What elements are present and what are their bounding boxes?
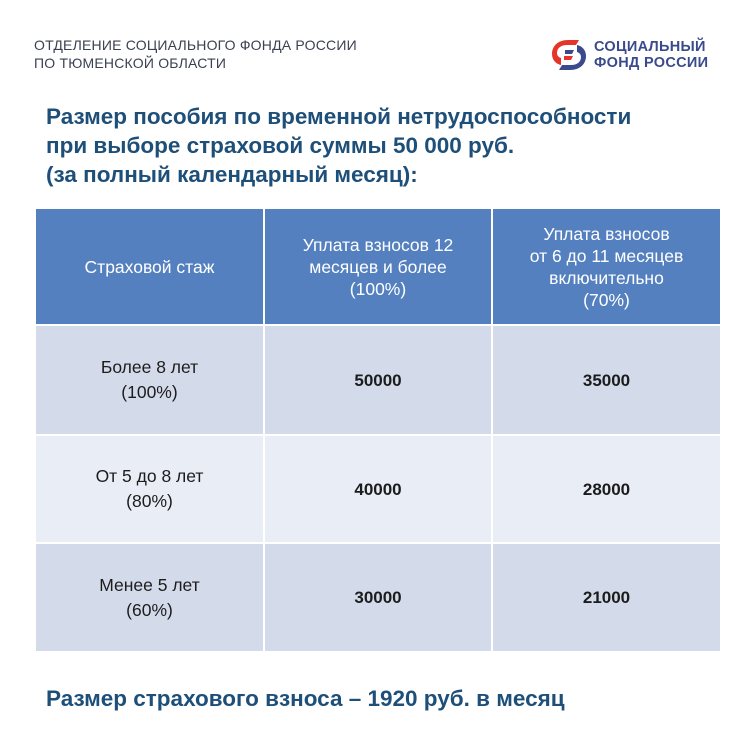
table-row [36, 435, 720, 543]
header-text: Уплата взносов [543, 223, 670, 244]
title-line3: (за полный календарный месяц): [46, 162, 418, 187]
organization-name-line1: ОТДЕЛЕНИЕ СОЦИАЛЬНОГО ФОНДА РОССИИ [34, 37, 357, 53]
header-insurance-experience [36, 209, 264, 325]
organization-name [34, 36, 357, 72]
header-text: включительно [549, 267, 664, 288]
row-label-percent: (100%) [121, 382, 178, 402]
sfr-logo [548, 36, 708, 74]
header-text: Страховой стаж [84, 256, 215, 277]
benefit-full-value: 40000 [264, 435, 492, 543]
logo-text-line2: ФОНД РОССИИ [594, 55, 709, 71]
benefit-partial-value: 35000 [492, 325, 720, 435]
row-label-text: Более 8 лет [100, 357, 199, 377]
header-text: (70%) [583, 289, 630, 310]
row-label [36, 435, 264, 543]
table-row [36, 325, 720, 435]
row-label [36, 325, 264, 435]
benefit-full-value: 30000 [264, 543, 492, 651]
logo-text-line1: СОЦИАЛЬНЫЙ [594, 39, 706, 55]
header-full-contributions [264, 209, 492, 325]
header-text: Уплата взносов 12 [302, 234, 454, 255]
title-line1: Размер пособия по временной нетрудоспособности [46, 104, 632, 129]
header-partial-contributions [492, 209, 720, 325]
benefit-full-value: 50000 [264, 325, 492, 435]
benefit-table [36, 209, 720, 651]
header-text: (100%) [349, 278, 407, 299]
contribution-amount-note: Размер страхового взноса – 1920 руб. в месяц [46, 686, 565, 711]
header-text: месяцев и более [309, 256, 447, 277]
row-label-text: От 5 до 8 лет [95, 466, 204, 486]
organization-name-line2: ПО ТЮМЕНСКОЙ ОБЛАСТИ [34, 55, 227, 71]
title-line2: при выборе страховой суммы 50 000 руб. [46, 133, 515, 158]
row-label-percent: (80%) [126, 491, 173, 511]
table-row [36, 543, 720, 651]
row-label-percent: (60%) [126, 599, 173, 620]
table-header-row [36, 209, 720, 325]
row-label-text: Менее 5 лет [99, 574, 200, 595]
benefit-partial-value: 21000 [492, 543, 720, 651]
page-title [46, 102, 631, 189]
row-label [36, 543, 264, 651]
benefit-partial-value: 28000 [492, 435, 720, 543]
header-text: от 6 до 11 месяцев [529, 245, 684, 266]
sfr-logo-icon [548, 36, 590, 74]
